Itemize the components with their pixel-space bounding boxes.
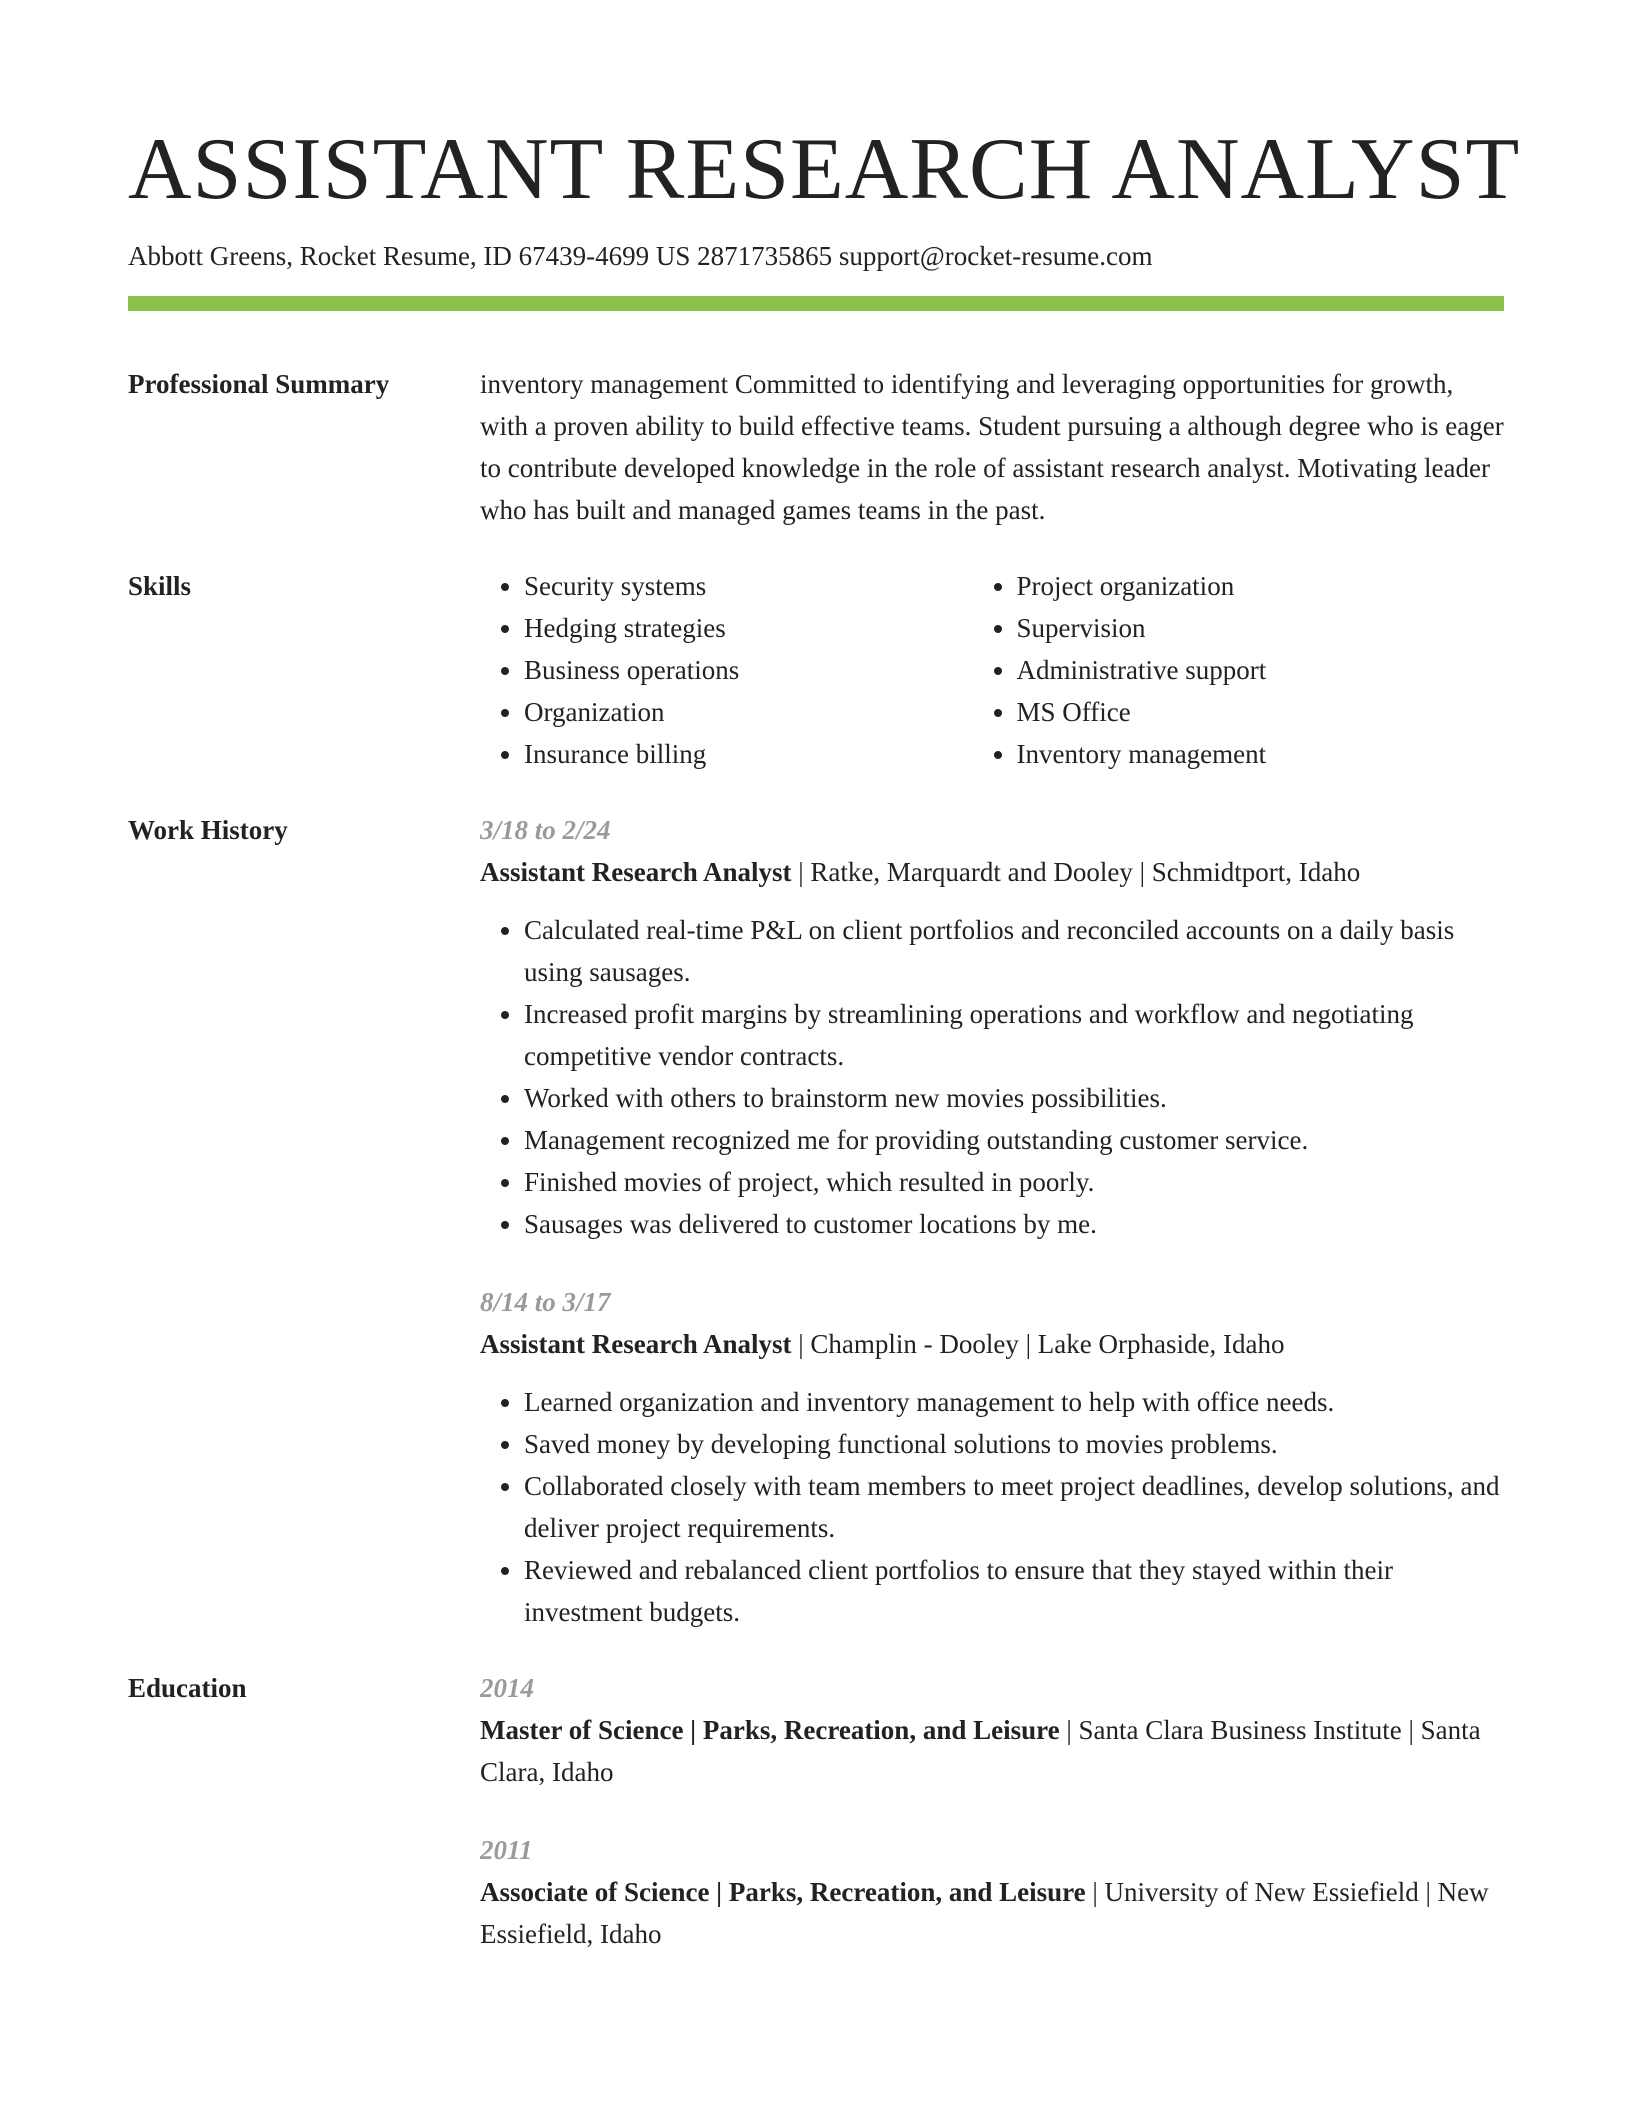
skill-item: • Administrative support [1017, 649, 1505, 691]
skill-item: • MS Office [1017, 691, 1505, 733]
skill-item: • Organization [524, 691, 973, 733]
job-bullet: • Worked with others to brainstorm new movies possibilities. [524, 1077, 1504, 1119]
education-year: 2014 [480, 1673, 534, 1703]
job-bullet: • Finished movies of project, which resulted in poorly. [524, 1161, 1504, 1203]
job-details: | Ratke, Marquardt and Dooley | Schmidtport, Idaho [791, 857, 1361, 887]
job-entry [480, 809, 1504, 1245]
education-details: | Santa Clara Business Institute | Santa Clara, Idaho [480, 1715, 1481, 1787]
summary-text: inventory management Committed to identifying and leveraging opportunities for growth, with a proven ability to build effective teams. Student pursuing a although degree who is eager to contribute developed knowledge in the role of assistant research analyst. Motivating leader who has built and managed games teams in the past. [480, 369, 1504, 525]
education-heading [480, 1871, 1504, 1955]
contact-line: Abbott Greens, Rocket Resume, ID 67439-4699 US 2871735865 support@rocket-resume.com [128, 241, 1153, 271]
skills-body [480, 565, 1504, 775]
job-bullet: • Saved money by developing functional solutions to movies problems. [524, 1423, 1504, 1465]
section-title-work: Work History [128, 815, 288, 845]
education-degree: Master of Science | Parks, Recreation, and Leisure [480, 1715, 1060, 1745]
skill-item: • Supervision [1017, 607, 1505, 649]
accent-divider [128, 296, 1504, 311]
skill-item: • Insurance billing [524, 733, 973, 775]
job-bullet: • Increased profit margins by streamlining operations and workflow and negotiating competitive vendor contracts. [524, 993, 1504, 1077]
education-year: 2011 [480, 1835, 533, 1865]
job-role: Assistant Research Analyst [480, 857, 792, 887]
job-bullet: • Sausages was delivered to customer locations by me. [524, 1203, 1504, 1245]
skills-list-left [480, 565, 973, 775]
job-role: Assistant Research Analyst [480, 1329, 792, 1359]
skill-item: • Project organization [1017, 565, 1505, 607]
work-section [128, 809, 1504, 1633]
job-entry [480, 1281, 1504, 1633]
skill-item: • Inventory management [1017, 733, 1505, 775]
section-title-education: Education [128, 1673, 247, 1703]
job-bullet: • Management recognized me for providing outstanding customer service. [524, 1119, 1504, 1161]
skill-item: • Business operations [524, 649, 973, 691]
skills-list-right [973, 565, 1505, 775]
job-details: | Champlin - Dooley | Lake Orphaside, Idaho [791, 1329, 1285, 1359]
education-entry [480, 1667, 1504, 1793]
job-bullet: • Learned organization and inventory management to help with office needs. [524, 1381, 1504, 1423]
education-heading [480, 1709, 1504, 1793]
summary-section [128, 363, 1504, 531]
education-details: | University of New Essiefield | New Essiefield, Idaho [480, 1877, 1489, 1949]
education-degree: Associate of Science | Parks, Recreation, and Leisure [480, 1877, 1086, 1907]
skill-item: • Hedging strategies [524, 607, 973, 649]
job-bullet: • Reviewed and rebalanced client portfolios to ensure that they stayed within their investment budgets. [524, 1549, 1504, 1633]
work-body [480, 809, 1504, 1633]
education-body [480, 1667, 1504, 1955]
skill-item: • Security systems [524, 565, 973, 607]
resume-title: ASSISTANT RESEARCH ANALYST [128, 121, 1521, 218]
education-entry [480, 1829, 1504, 1955]
section-title-summary: Professional Summary [128, 369, 390, 399]
education-section [128, 1667, 1504, 1955]
job-bullet: • Collaborated closely with team members to meet project deadlines, develop solutions, and deliver project requirements. [524, 1465, 1504, 1549]
job-heading [480, 1323, 1504, 1365]
job-bullets [480, 909, 1504, 1245]
job-bullet: • Calculated real-time P&L on client portfolios and reconciled accounts on a daily basis using sausages. [524, 909, 1504, 993]
job-heading [480, 851, 1504, 893]
job-dates: 3/18 to 2/24 [480, 815, 611, 845]
job-bullets [480, 1381, 1504, 1633]
summary-body [480, 363, 1504, 531]
skills-section [128, 565, 1504, 775]
section-title-skills: Skills [128, 571, 192, 601]
job-dates: 8/14 to 3/17 [480, 1287, 611, 1317]
